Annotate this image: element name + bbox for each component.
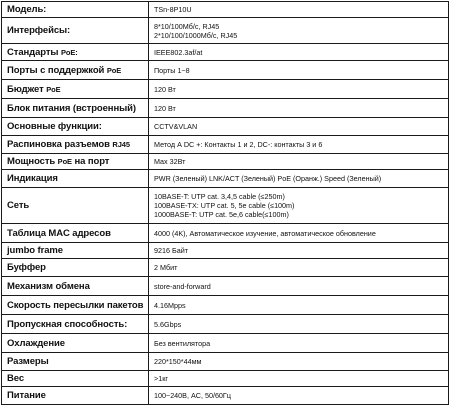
label-standards (2, 44, 149, 61)
row-functions (2, 118, 449, 136)
row-forwarding (2, 296, 449, 315)
value-indication: PWR (Зеленый) LNK/ACT (Зеленый) PoE (Оранж.) Speed (Зеленый) (149, 170, 449, 188)
value-exchange: store-and-forward (149, 277, 449, 296)
row-power-supply (2, 99, 449, 118)
row-weight (2, 371, 449, 387)
label-forwarding: Скорость пересылки пакетов (2, 296, 149, 315)
row-indication (2, 170, 449, 188)
label-poe-budget-poe: PoE (46, 84, 61, 94)
label-poe-power (2, 154, 149, 170)
value-jumbo-frame: 9216 Байт (149, 243, 449, 259)
label-network: Сеть (2, 188, 149, 224)
label-power-supply: Блок питания (встроенный) (2, 99, 149, 118)
network-line: 10BASE-T: UTP cat. 3,4,5 cable (≤250m) (154, 192, 285, 201)
label-interfaces: Интерфейсы: (2, 18, 149, 44)
label-poe-ports (2, 61, 149, 80)
label-cooling: Охлаждение (2, 334, 149, 353)
network-line: 1000BASE-T: UTP cat. 5e,6 cable(≤100m) (154, 210, 289, 219)
label-indication: Индикация (2, 170, 149, 188)
row-poe-ports (2, 61, 449, 80)
value-buffer: 2 Мбит (149, 259, 449, 277)
value-interfaces (149, 18, 449, 44)
row-network (2, 188, 449, 224)
row-rj45-pinout (2, 136, 449, 154)
row-throughput (2, 315, 449, 334)
label-functions: Основные функции: (2, 118, 149, 136)
row-interfaces (2, 18, 449, 44)
value-power-supply: 120 Вт (149, 99, 449, 118)
label-poe-power-tail: на порт (74, 156, 110, 167)
row-buffer (2, 259, 449, 277)
row-dimensions (2, 353, 449, 371)
row-poe-budget (2, 80, 449, 99)
row-standards (2, 44, 449, 61)
value-poe-ports: Порты 1~8 (149, 61, 449, 80)
label-power: Питание (2, 387, 149, 405)
interfaces-line: 8*10/100Мб/с, RJ45 (154, 21, 220, 31)
interfaces-line: 2*10/100/1000Мб/с, RJ45 (154, 30, 238, 40)
value-standards: IEEE802.3af/at (149, 44, 449, 61)
row-poe-power (2, 154, 449, 170)
value-rj45-pinout: Метод А DC +: Контакты 1 и 2, DC-: контакты 3 и 6 (149, 136, 449, 154)
label-poe-power-main: Мощность (7, 156, 56, 167)
value-functions: CCTV&VLAN (149, 118, 449, 136)
network-line: 100BASE-TX: UTP cat. 5, 5e cable (≤100m) (154, 201, 295, 210)
value-poe-budget: 120 Вт (149, 80, 449, 99)
row-cooling (2, 334, 449, 353)
label-poe-power-poe: PoE (57, 157, 72, 166)
label-standards-poe: PoE: (60, 47, 78, 57)
value-model: TSn-8P10U (149, 2, 449, 18)
label-exchange: Механизм обмена (2, 277, 149, 296)
label-mac-table: Таблица MAC адресов (2, 224, 149, 243)
row-mac-table (2, 224, 449, 243)
label-poe-ports-main: Порты с поддержкой (7, 64, 105, 76)
row-jumbo-frame (2, 243, 449, 259)
value-power: 100~240В, AC, 50/60Гц (149, 387, 449, 405)
value-mac-table: 4000 (4K), Автоматическое изучение, автоматическое обновление (149, 224, 449, 243)
label-poe-budget (2, 80, 149, 99)
spec-table (1, 1, 449, 405)
value-network (149, 188, 449, 224)
label-weight: Вес (2, 371, 149, 387)
value-weight: >1кг (149, 371, 449, 387)
row-power (2, 387, 449, 405)
value-poe-power: Max 32Вт (149, 154, 449, 170)
row-model (2, 2, 449, 18)
value-dimensions: 220*150*44мм (149, 353, 449, 371)
label-standards-main: Стандарты (7, 46, 59, 58)
label-model: Модель: (2, 2, 149, 18)
label-throughput: Пропускная способность: (2, 315, 149, 334)
label-dimensions: Размеры (2, 353, 149, 371)
row-exchange (2, 277, 449, 296)
label-rj45-main: Распиновка разъемов (7, 139, 110, 150)
value-cooling: Без вентилятора (149, 334, 449, 353)
label-poe-budget-main: Бюджет (7, 83, 44, 95)
label-rj45-pinout (2, 136, 149, 154)
label-poe-ports-poe: PoE (106, 65, 122, 75)
value-throughput: 5.6Gbps (149, 315, 449, 334)
label-jumbo-frame: jumbo frame (2, 243, 149, 259)
label-buffer: Буффер (2, 259, 149, 277)
value-forwarding: 4.16Mpps (149, 296, 449, 315)
label-rj45-small: RJ45 (112, 140, 130, 149)
